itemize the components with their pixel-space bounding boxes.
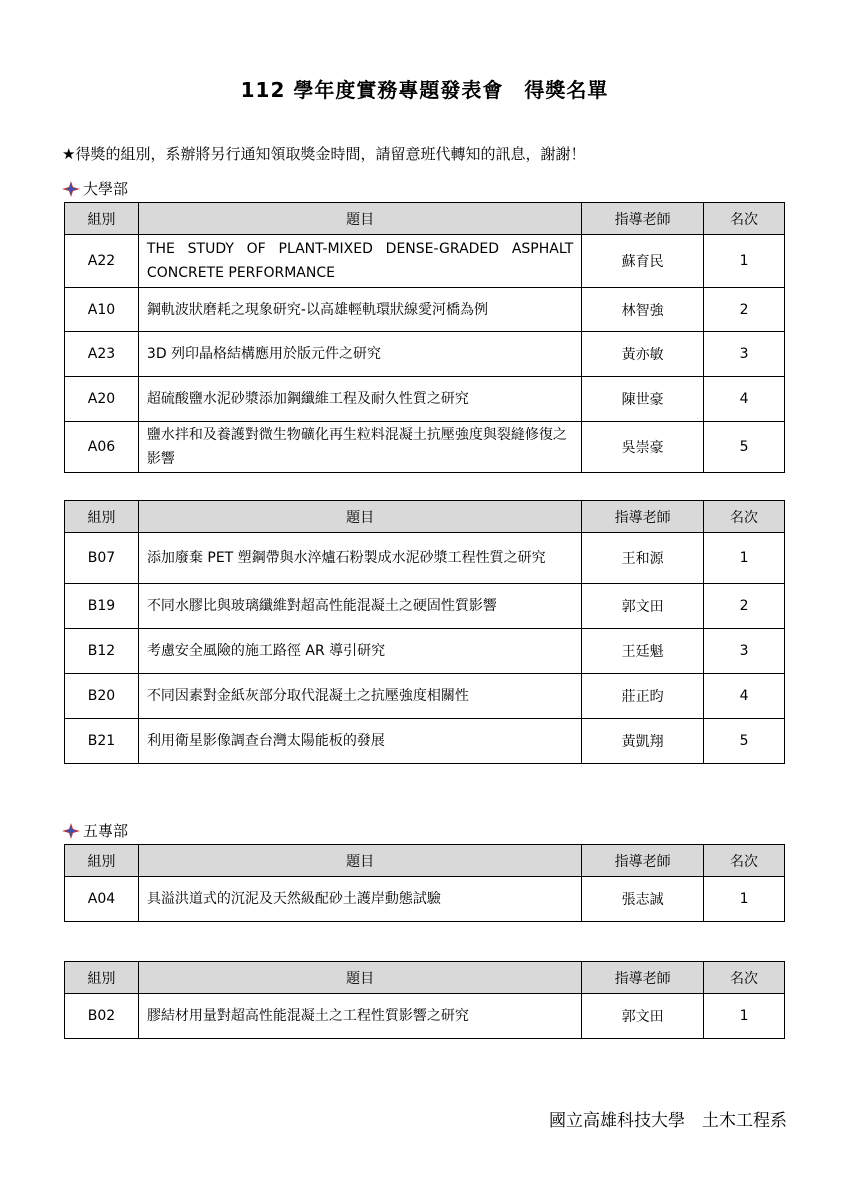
- section-university: [62, 178, 128, 199]
- header-rank: 名次: [704, 501, 785, 533]
- header-group: 組別: [65, 962, 139, 994]
- table-header-row: [65, 845, 785, 877]
- table-row: [65, 674, 785, 719]
- cell-rank: 4: [704, 377, 785, 422]
- cell-group: B02: [65, 994, 139, 1039]
- cell-advisor: 陳世豪: [582, 377, 704, 422]
- header-group: 組別: [65, 501, 139, 533]
- section-label: 大學部: [83, 180, 129, 198]
- cell-rank: 1: [704, 235, 785, 288]
- cell-topic: 不同水膠比與玻璃纖維對超高性能混凝土之硬固性質影響: [138, 584, 581, 629]
- cell-advisor: 王廷魁: [582, 629, 704, 674]
- table-header-row: [65, 501, 785, 533]
- table-row: [65, 629, 785, 674]
- cell-rank: 3: [704, 629, 785, 674]
- header-advisor: 指導老師: [582, 203, 704, 235]
- table-row: [65, 377, 785, 422]
- header-topic: 題目: [138, 203, 581, 235]
- header-rank: 名次: [704, 203, 785, 235]
- cell-group: B19: [65, 584, 139, 629]
- cell-rank: 3: [704, 332, 785, 377]
- cell-rank: 5: [704, 719, 785, 764]
- cell-topic: 鋼軌波狀磨耗之現象研究-以高雄輕軌環狀線愛河橋為例: [138, 288, 581, 332]
- table-row: [65, 877, 785, 922]
- cell-advisor: 黃亦敏: [582, 332, 704, 377]
- notice-text: ★得獎的組別，系辦將另行通知領取獎金時間，請留意班代轉知的訊息，謝謝！: [62, 145, 586, 163]
- header-group: 組別: [65, 845, 139, 877]
- cell-group: B21: [65, 719, 139, 764]
- cell-advisor: 吳崇豪: [582, 422, 704, 473]
- cell-group: A22: [65, 235, 139, 288]
- footer-institution: 國立高雄科技大學 土木工程系: [549, 1111, 787, 1131]
- table-header-row: [65, 203, 785, 235]
- cell-group: A23: [65, 332, 139, 377]
- section-label: 五專部: [83, 822, 129, 840]
- cell-group: A06: [65, 422, 139, 473]
- cell-advisor: 張志誠: [582, 877, 704, 922]
- cell-advisor: 莊正昀: [582, 674, 704, 719]
- table-row: [65, 235, 785, 288]
- table-row: [65, 584, 785, 629]
- table-row: [65, 422, 785, 473]
- cell-advisor: 王和源: [582, 533, 704, 584]
- star-bullet-icon: [62, 823, 80, 839]
- cell-rank: 1: [704, 877, 785, 922]
- header-topic: 題目: [138, 501, 581, 533]
- cell-topic: 不同因素對金紙灰部分取代混凝土之抗壓強度相關性: [138, 674, 581, 719]
- cell-rank: 1: [704, 533, 785, 584]
- header-topic: 題目: [138, 845, 581, 877]
- table-row: [65, 288, 785, 332]
- page-title: 112 學年度實務專題發表會 得獎名單: [240, 78, 609, 102]
- cell-rank: 5: [704, 422, 785, 473]
- header-advisor: 指導老師: [582, 501, 704, 533]
- cell-group: B12: [65, 629, 139, 674]
- cell-group: B20: [65, 674, 139, 719]
- cell-advisor: 郭文田: [582, 584, 704, 629]
- header-group: 組別: [65, 203, 139, 235]
- cell-advisor: 蘇育民: [582, 235, 704, 288]
- section-junior: [62, 820, 128, 841]
- cell-topic: 具溢洪道式的沉泥及天然級配砂土護岸動態試驗: [138, 877, 581, 922]
- cell-rank: 4: [704, 674, 785, 719]
- cell-rank: 1: [704, 994, 785, 1039]
- cell-advisor: 林智強: [582, 288, 704, 332]
- cell-group: B07: [65, 533, 139, 584]
- header-topic: 題目: [138, 962, 581, 994]
- header-rank: 名次: [704, 962, 785, 994]
- cell-advisor: 郭文田: [582, 994, 704, 1039]
- cell-topic: 添加廢棄 PET 塑鋼帶與水淬爐石粉製成水泥砂漿工程性質之研究: [138, 533, 581, 584]
- cell-rank: 2: [704, 584, 785, 629]
- cell-group: A20: [65, 377, 139, 422]
- award-table-university-a: [64, 202, 785, 473]
- cell-topic: 鹽水拌和及養護對微生物礦化再生粒料混凝土抗壓強度與裂縫修復之影響: [138, 422, 581, 473]
- table-row: [65, 994, 785, 1039]
- table-row: [65, 533, 785, 584]
- table-row: [65, 332, 785, 377]
- cell-topic: 考慮安全風險的施工路徑 AR 導引研究: [138, 629, 581, 674]
- cell-topic: 膠結材用量對超高性能混凝土之工程性質影響之研究: [138, 994, 581, 1039]
- award-table-university-b: [64, 500, 785, 764]
- cell-topic: 超硫酸鹽水泥砂漿添加鋼纖維工程及耐久性質之研究: [138, 377, 581, 422]
- header-advisor: 指導老師: [582, 845, 704, 877]
- award-table-junior-b: [64, 961, 785, 1039]
- cell-topic: THE STUDY OF PLANT-MIXED DENSE-GRADED ASPHALT CONCRETE PERFORMANCE: [138, 235, 581, 288]
- cell-group: A10: [65, 288, 139, 332]
- star-bullet-icon: [62, 181, 80, 197]
- cell-advisor: 黃凱翔: [582, 719, 704, 764]
- header-advisor: 指導老師: [582, 962, 704, 994]
- cell-rank: 2: [704, 288, 785, 332]
- table-row: [65, 719, 785, 764]
- cell-group: A04: [65, 877, 139, 922]
- table-header-row: [65, 962, 785, 994]
- header-rank: 名次: [704, 845, 785, 877]
- cell-topic: 3D 列印晶格結構應用於版元件之研究: [138, 332, 581, 377]
- award-table-junior-a: [64, 844, 785, 922]
- cell-topic: 利用衛星影像調查台灣太陽能板的發展: [138, 719, 581, 764]
